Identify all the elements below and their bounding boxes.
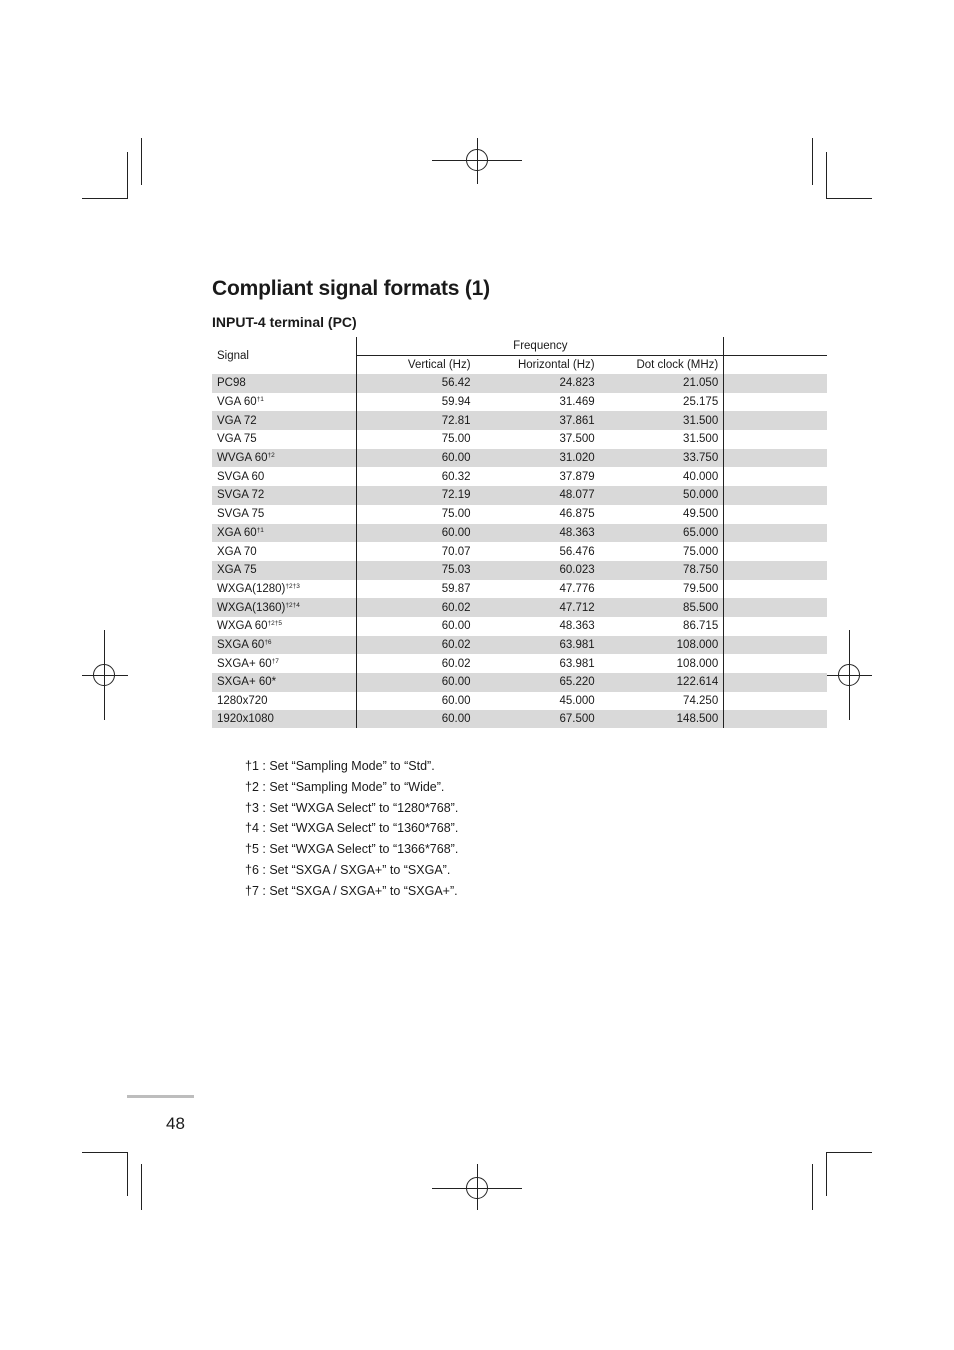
cell-signal-text: XGA 70	[217, 545, 257, 558]
page-number: 48	[166, 1114, 185, 1133]
cell-dot-clock-text: 75.000	[683, 545, 719, 558]
cell-vertical	[357, 393, 476, 412]
cell-horizontal	[476, 692, 600, 711]
cell-vertical	[357, 486, 476, 505]
cell-dot-clock	[600, 411, 724, 430]
cell-horizontal	[476, 673, 600, 692]
cell-signal-text: WXGA(1280)	[217, 582, 286, 595]
cell-vertical-text: 72.19	[441, 489, 471, 502]
cell-dot-clock	[600, 524, 724, 543]
cell-signal-text: SVGA 60	[217, 470, 265, 483]
cell-dot-clock-text: 40.000	[683, 470, 719, 483]
cell-signal	[212, 636, 357, 655]
table-row	[212, 374, 827, 393]
cell-horizontal	[476, 598, 600, 617]
cell-blank	[724, 636, 827, 655]
cell-blank	[724, 654, 827, 673]
cell-signal-text: SXGA 60	[217, 638, 265, 651]
cell-vertical-text: 75.03	[441, 564, 471, 577]
cell-horizontal	[476, 411, 600, 430]
cell-signal	[212, 580, 357, 599]
cell-signal	[212, 467, 357, 486]
crop-mark	[826, 1152, 827, 1196]
footer-rule	[127, 1095, 194, 1098]
cell-dot-clock	[600, 617, 724, 636]
cell-horizontal-text: 65.220	[559, 676, 595, 689]
page-title: Compliant signal formats (1)	[212, 277, 490, 300]
table-row	[212, 449, 827, 468]
cell-vertical	[357, 430, 476, 449]
cell-dot-clock	[600, 542, 724, 561]
footnote: †5 : Set “WXGA Select” to “1366*768”.	[245, 842, 459, 857]
footnote-ref: †1	[256, 526, 264, 534]
cell-dot-clock	[600, 654, 724, 673]
cell-horizontal	[476, 710, 600, 728]
cell-horizontal-text: 63.981	[559, 657, 595, 670]
cell-vertical	[357, 673, 476, 692]
cell-blank	[724, 617, 827, 636]
cell-dot-clock-text: 25.175	[683, 396, 719, 409]
cell-signal	[212, 430, 357, 449]
table-row	[212, 393, 827, 412]
table-row	[212, 542, 827, 561]
cell-horizontal	[476, 617, 600, 636]
cell-dot-clock-text: 86.715	[683, 620, 719, 633]
cell-dot-clock-text: 122.614	[676, 676, 719, 689]
cell-vertical-text: 60.32	[441, 470, 471, 483]
registration-circle-icon	[466, 149, 488, 171]
crop-mark	[826, 1152, 872, 1153]
cell-dot-clock	[600, 505, 724, 524]
table-row	[212, 486, 827, 505]
cell-horizontal-text: 48.363	[559, 526, 595, 539]
cell-blank	[724, 374, 827, 393]
cell-dot-clock-text: 85.500	[683, 601, 719, 614]
cell-blank	[724, 580, 827, 599]
cell-vertical	[357, 411, 476, 430]
footnote: †4 : Set “WXGA Select” to “1360*768”.	[245, 821, 459, 836]
cell-horizontal	[476, 449, 600, 468]
cell-vertical	[357, 580, 476, 599]
cell-horizontal	[476, 467, 600, 486]
cell-signal-text: VGA 60	[217, 396, 257, 409]
table-row	[212, 710, 827, 728]
footnote: †7 : Set “SXGA / SXGA+” to “SXGA+”.	[245, 883, 458, 898]
table-row	[212, 524, 827, 543]
cell-signal	[212, 692, 357, 711]
cell-signal	[212, 411, 357, 430]
table-body	[212, 374, 827, 728]
cell-signal	[212, 505, 357, 524]
cell-vertical	[357, 710, 476, 728]
table-row	[212, 561, 827, 580]
cell-horizontal-text: 48.363	[559, 620, 595, 633]
cell-signal	[212, 524, 357, 543]
crop-mark	[141, 138, 142, 185]
crop-mark	[127, 152, 128, 199]
cell-blank	[724, 673, 827, 692]
crop-mark	[812, 138, 813, 185]
footnote-ref: †1	[256, 396, 264, 404]
cell-blank	[724, 561, 827, 580]
cell-blank	[724, 598, 827, 617]
crop-mark	[82, 198, 128, 199]
cell-signal-text: 1920x1080	[217, 713, 274, 726]
cell-horizontal	[476, 505, 600, 524]
cell-vertical-text: 60.00	[441, 695, 471, 708]
cell-vertical	[357, 542, 476, 561]
cell-vertical	[357, 598, 476, 617]
cell-signal	[212, 486, 357, 505]
cell-dot-clock	[600, 449, 724, 468]
cell-signal	[212, 374, 357, 393]
cell-vertical-text: 60.00	[441, 676, 471, 689]
crop-mark	[82, 1152, 128, 1153]
crop-mark	[812, 1164, 813, 1210]
cell-signal-text: SXGA+ 60*	[217, 676, 277, 689]
cell-vertical-text: 60.00	[441, 620, 471, 633]
registration-circle-icon	[93, 664, 115, 686]
footnote-ref: †6	[264, 638, 272, 646]
cell-horizontal	[476, 393, 600, 412]
table-row	[212, 430, 827, 449]
cell-dot-clock-text: 78.750	[683, 564, 719, 577]
cell-vertical	[357, 505, 476, 524]
cell-signal-text: WXGA 60	[217, 620, 268, 633]
cell-vertical-text: 60.00	[441, 452, 471, 465]
footnote: †2 : Set “Sampling Mode” to “Wide”.	[245, 779, 445, 794]
cell-signal	[212, 561, 357, 580]
cell-signal	[212, 654, 357, 673]
footnote-ref: †2†5	[267, 620, 282, 628]
cell-horizontal-text: 60.023	[559, 564, 595, 577]
cell-dot-clock	[600, 636, 724, 655]
cell-blank	[724, 710, 827, 728]
cell-signal-text: SXGA+ 60	[217, 657, 272, 670]
cell-horizontal-text: 37.879	[559, 470, 595, 483]
cell-horizontal	[476, 430, 600, 449]
cell-dot-clock	[600, 467, 724, 486]
cell-signal	[212, 673, 357, 692]
cell-horizontal-text: 31.469	[559, 396, 595, 409]
cell-dot-clock-text: 108.000	[676, 638, 719, 651]
cell-signal	[212, 542, 357, 561]
cell-dot-clock	[600, 710, 724, 728]
header-blank	[724, 337, 827, 356]
cell-signal-text: SVGA 72	[217, 489, 265, 502]
cell-horizontal-text: 56.476	[559, 545, 595, 558]
cell-signal	[212, 449, 357, 468]
cell-blank	[724, 411, 827, 430]
cell-signal-text: SVGA 75	[217, 508, 265, 521]
cell-horizontal	[476, 636, 600, 655]
cell-vertical	[357, 636, 476, 655]
cell-dot-clock	[600, 692, 724, 711]
header-horizontal: Horizontal (Hz)	[517, 359, 595, 371]
cell-vertical	[357, 654, 476, 673]
cell-dot-clock-text: 31.500	[683, 433, 719, 446]
signal-format-table	[212, 337, 827, 728]
cell-horizontal-text: 47.712	[559, 601, 595, 614]
cell-dot-clock	[600, 393, 724, 412]
cell-dot-clock-text: 33.750	[683, 452, 719, 465]
cell-blank	[724, 449, 827, 468]
cell-blank	[724, 692, 827, 711]
cell-horizontal-text: 67.500	[559, 713, 595, 726]
cell-horizontal	[476, 374, 600, 393]
cell-signal-text: XGA 75	[217, 564, 257, 577]
cell-horizontal	[476, 561, 600, 580]
cell-horizontal	[476, 580, 600, 599]
cell-vertical-text: 60.00	[441, 713, 471, 726]
cell-vertical-text: 60.02	[441, 638, 471, 651]
header-frequency: Frequency	[357, 337, 724, 356]
cell-signal-text: 1280x720	[217, 695, 268, 708]
section-title: INPUT-4 terminal (PC)	[212, 314, 357, 330]
cell-blank	[724, 524, 827, 543]
table-row	[212, 617, 827, 636]
cell-dot-clock-text: 79.500	[683, 582, 719, 595]
footnote-ref: †2†3	[285, 582, 300, 590]
registration-circle-icon	[838, 664, 860, 686]
cell-vertical-text: 72.81	[441, 414, 471, 427]
cell-vertical	[357, 524, 476, 543]
cell-dot-clock-text: 74.250	[683, 695, 719, 708]
cell-signal	[212, 617, 357, 636]
table-row	[212, 467, 827, 486]
cell-horizontal-text: 24.823	[559, 377, 595, 390]
cell-dot-clock	[600, 580, 724, 599]
cell-horizontal	[476, 542, 600, 561]
cell-dot-clock	[600, 430, 724, 449]
cell-dot-clock	[600, 374, 724, 393]
cell-vertical	[357, 561, 476, 580]
cell-blank	[724, 542, 827, 561]
cell-dot-clock-text: 21.050	[683, 377, 719, 390]
cell-dot-clock-text: 50.000	[683, 489, 719, 502]
cell-dot-clock-text: 31.500	[683, 414, 719, 427]
footnote: †6 : Set “SXGA / SXGA+” to “SXGA”.	[245, 862, 451, 877]
registration-circle-icon	[466, 1177, 488, 1199]
footnote-ref: †2†4	[285, 601, 300, 609]
cell-dot-clock	[600, 561, 724, 580]
crop-mark	[127, 1152, 128, 1196]
cell-horizontal-text: 63.981	[559, 638, 595, 651]
cell-signal	[212, 393, 357, 412]
cell-dot-clock-text: 65.000	[683, 526, 719, 539]
cell-signal-text: WVGA 60	[217, 452, 268, 465]
cell-horizontal	[476, 654, 600, 673]
cell-signal-text: VGA 75	[217, 433, 257, 446]
footnote: †3 : Set “WXGA Select” to “1280*768”.	[245, 800, 459, 815]
cell-vertical-text: 70.07	[441, 545, 471, 558]
footnotes	[245, 756, 458, 902]
cell-blank	[724, 486, 827, 505]
table-row	[212, 673, 827, 692]
cell-horizontal-text: 31.020	[559, 452, 595, 465]
footnote-ref: †7	[271, 657, 279, 665]
table-row	[212, 411, 827, 430]
cell-horizontal-text: 37.861	[559, 414, 595, 427]
cell-dot-clock	[600, 486, 724, 505]
crop-mark	[826, 152, 827, 199]
cell-signal-text: VGA 72	[217, 414, 257, 427]
cell-blank	[724, 393, 827, 412]
table-row	[212, 505, 827, 524]
cell-dot-clock	[600, 673, 724, 692]
header-blank	[724, 356, 827, 375]
cell-horizontal-text: 45.000	[559, 695, 595, 708]
cell-vertical	[357, 374, 476, 393]
cell-blank	[724, 467, 827, 486]
cell-dot-clock-text: 148.500	[676, 713, 719, 726]
cell-dot-clock-text: 49.500	[683, 508, 719, 521]
cell-horizontal-text: 47.776	[559, 582, 595, 595]
header-dot-clock: Dot clock (MHz)	[636, 359, 719, 371]
cell-vertical-text: 59.87	[441, 582, 471, 595]
cell-signal	[212, 598, 357, 617]
cell-blank	[724, 430, 827, 449]
crop-mark	[141, 1164, 142, 1210]
cell-vertical	[357, 467, 476, 486]
cell-vertical-text: 75.00	[441, 433, 471, 446]
cell-dot-clock	[600, 598, 724, 617]
cell-horizontal	[476, 524, 600, 543]
cell-vertical	[357, 617, 476, 636]
crop-mark	[826, 198, 872, 199]
cell-signal-text: PC98	[217, 377, 246, 390]
cell-signal-text: WXGA(1360)	[217, 601, 286, 614]
footnote-ref: †2	[267, 452, 275, 460]
table-row	[212, 654, 827, 673]
table-row	[212, 580, 827, 599]
cell-vertical-text: 60.02	[441, 601, 471, 614]
cell-vertical-text: 60.00	[441, 526, 471, 539]
cell-horizontal-text: 48.077	[559, 489, 595, 502]
cell-horizontal-text: 37.500	[559, 433, 595, 446]
cell-dot-clock-text: 108.000	[676, 657, 719, 670]
header-vertical: Vertical (Hz)	[357, 356, 476, 375]
cell-horizontal-text: 46.875	[559, 508, 595, 521]
cell-signal-text: XGA 60	[217, 526, 257, 539]
table-row	[212, 636, 827, 655]
cell-vertical	[357, 692, 476, 711]
cell-vertical	[357, 449, 476, 468]
cell-vertical-text: 60.02	[441, 657, 471, 670]
cell-vertical-text: 75.00	[441, 508, 471, 521]
cell-vertical-text: 56.42	[441, 377, 471, 390]
table-row	[212, 598, 827, 617]
cell-blank	[724, 505, 827, 524]
table-row	[212, 692, 827, 711]
cell-signal	[212, 710, 357, 728]
header-signal: Signal	[217, 349, 249, 362]
cell-horizontal	[476, 486, 600, 505]
cell-vertical-text: 59.94	[441, 396, 471, 409]
footnote: †1 : Set “Sampling Mode” to “Std”.	[245, 759, 435, 773]
